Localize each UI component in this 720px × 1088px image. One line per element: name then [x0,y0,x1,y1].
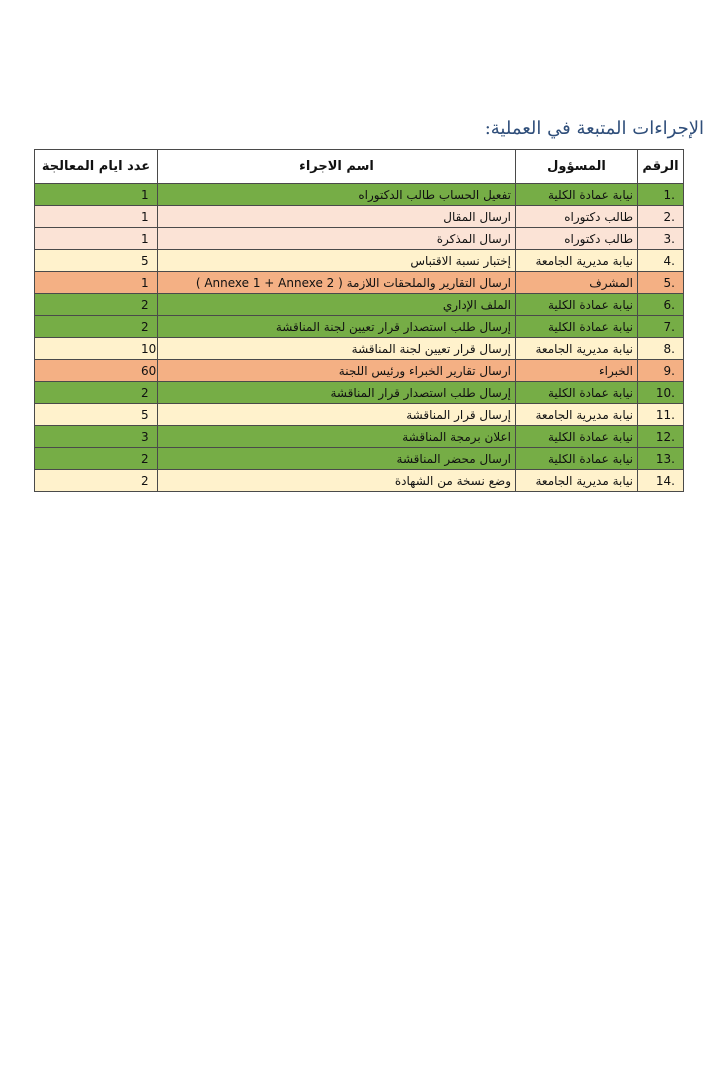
table-row [35,360,684,382]
row-processing-days: 10 [35,338,158,360]
row-processing-days: 3 [35,426,158,448]
row-processing-days: 2 [35,448,158,470]
row-number: .4 [638,250,684,272]
row-responsible: طالب دكتوراه [516,206,638,228]
row-number: .11 [638,404,684,426]
table-row [35,272,684,294]
row-processing-days: 5 [35,250,158,272]
table-row [35,404,684,426]
header-days: عدد ايام المعالجة [35,150,158,184]
row-step-name: إرسال قرار تعيين لجنة المناقشة [158,338,516,360]
row-step-name: ارسال المذكرة [158,228,516,250]
row-processing-days: 1 [35,272,158,294]
table-row [35,382,684,404]
row-processing-days: 5 [35,404,158,426]
row-responsible: نيابة مديرية الجامعة [516,404,638,426]
header-step: اسم الاجراء [158,150,516,184]
row-step-name: إختبار نسبة الاقتباس [158,250,516,272]
row-step-name: تفعيل الحساب طالب الدكتوراه [158,184,516,206]
row-responsible: نيابة مديرية الجامعة [516,250,638,272]
row-step-name: ارسال المقال [158,206,516,228]
row-number: .2 [638,206,684,228]
row-number: .6 [638,294,684,316]
row-step-name: ارسال محضر المناقشة [158,448,516,470]
row-responsible: نيابة عمادة الكلية [516,184,638,206]
page-title: الإجراءات المتبعة في العملية: [484,118,704,139]
row-step-name: إرسال قرار المناقشة [158,404,516,426]
row-number: .1 [638,184,684,206]
row-responsible: المشرف [516,272,638,294]
row-step-name: الملف الإداري [158,294,516,316]
table-row [35,250,684,272]
row-step-name: ارسال التقارير والملحقات اللازمة ( Annexe 1 + Annexe 2 ) [158,272,516,294]
table-row [35,426,684,448]
row-step-name: وضع نسخة من الشهادة [158,470,516,492]
row-number: .14 [638,470,684,492]
procedures-table [34,149,684,492]
row-number: .10 [638,382,684,404]
table-row [35,338,684,360]
table-row [35,294,684,316]
row-responsible: نيابة عمادة الكلية [516,294,638,316]
row-processing-days: 60 [35,360,158,382]
row-number: .5 [638,272,684,294]
row-step-name: إرسال طلب استصدار قرار المناقشة [158,382,516,404]
row-processing-days: 1 [35,206,158,228]
row-number: .9 [638,360,684,382]
header-number: الرقم [638,150,684,184]
row-responsible: نيابة عمادة الكلية [516,382,638,404]
header-responsible: المسؤول [516,150,638,184]
row-processing-days: 1 [35,228,158,250]
row-number: .8 [638,338,684,360]
row-processing-days: 2 [35,316,158,338]
row-responsible: الخبراء [516,360,638,382]
row-responsible: نيابة عمادة الكلية [516,316,638,338]
table-body [35,184,684,492]
row-number: .12 [638,426,684,448]
row-responsible: نيابة مديرية الجامعة [516,338,638,360]
table-row [35,470,684,492]
row-responsible: نيابة عمادة الكلية [516,448,638,470]
row-step-name: ارسال تقارير الخبراء ورئيس اللجنة [158,360,516,382]
row-processing-days: 2 [35,382,158,404]
row-responsible: نيابة مديرية الجامعة [516,470,638,492]
table-row [35,448,684,470]
table-row [35,184,684,206]
row-step-name: اعلان برمجة المناقشة [158,426,516,448]
row-processing-days: 2 [35,294,158,316]
row-number: .3 [638,228,684,250]
table-header-row [35,150,684,184]
row-processing-days: 2 [35,470,158,492]
table-row [35,316,684,338]
row-processing-days: 1 [35,184,158,206]
table-row [35,228,684,250]
row-responsible: طالب دكتوراه [516,228,638,250]
row-number: .13 [638,448,684,470]
row-number: .7 [638,316,684,338]
table-row [35,206,684,228]
row-responsible: نيابة عمادة الكلية [516,426,638,448]
row-step-name: إرسال طلب استصدار قرار تعيين لجنة المناقشة [158,316,516,338]
